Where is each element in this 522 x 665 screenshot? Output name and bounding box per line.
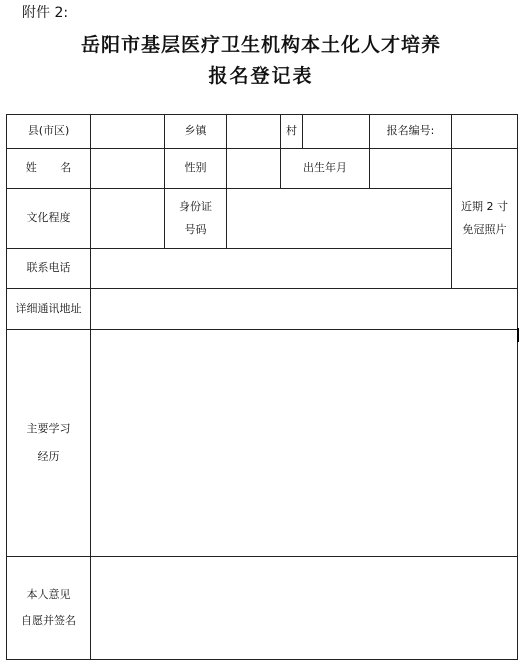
id-number-field[interactable]	[226, 188, 452, 249]
name-field[interactable]	[90, 148, 165, 189]
study-history-field[interactable]	[90, 329, 518, 557]
id-number-label	[164, 188, 227, 249]
county-field[interactable]	[90, 114, 165, 149]
photo-label-line-1: 近期 2 寸	[461, 200, 508, 214]
id-number-label-line-1: 身份证	[179, 200, 212, 214]
form-title-line-1: 岳阳市基层医疗卫生机构本土化人才培养	[80, 34, 441, 56]
opinion-label-line-2: 自愿并签名	[21, 614, 76, 627]
edge-marker	[517, 328, 519, 342]
birth-date-field[interactable]	[369, 148, 452, 189]
study-history-label	[6, 329, 91, 557]
form-title-line-2: 报名登记表	[208, 65, 314, 87]
photo-box	[451, 148, 518, 289]
address-field[interactable]	[90, 288, 518, 330]
address-label: 详细通讯地址	[6, 288, 91, 330]
study-history-label-line-2: 经历	[37, 450, 60, 463]
gender-field[interactable]	[226, 148, 281, 189]
attachment-label: 附件 2:	[22, 5, 69, 21]
registration-number-field[interactable]	[451, 114, 518, 149]
registration-number-label: 报名编号:	[369, 114, 452, 149]
township-label: 乡镇	[164, 114, 227, 149]
birth-date-label: 出生年月	[280, 148, 370, 189]
township-field[interactable]	[226, 114, 281, 149]
opinion-signature-field[interactable]	[90, 556, 518, 660]
study-history-label-line-1: 主要学习	[26, 421, 71, 435]
photo-label-line-2: 免冠照片	[462, 222, 507, 236]
phone-label: 联系电话	[6, 248, 91, 289]
gender-label: 性别	[164, 148, 227, 189]
education-label: 文化程度	[6, 188, 91, 249]
village-field[interactable]	[302, 114, 370, 149]
phone-field[interactable]	[90, 248, 452, 289]
village-label: 村	[280, 114, 303, 149]
county-label: 县(市区)	[6, 114, 91, 149]
education-field[interactable]	[90, 188, 165, 249]
id-number-label-line-2: 号码	[184, 222, 207, 236]
name-label: 姓 名	[6, 148, 91, 189]
opinion-label-line-1: 本人意见	[26, 587, 71, 601]
opinion-label	[6, 556, 91, 660]
